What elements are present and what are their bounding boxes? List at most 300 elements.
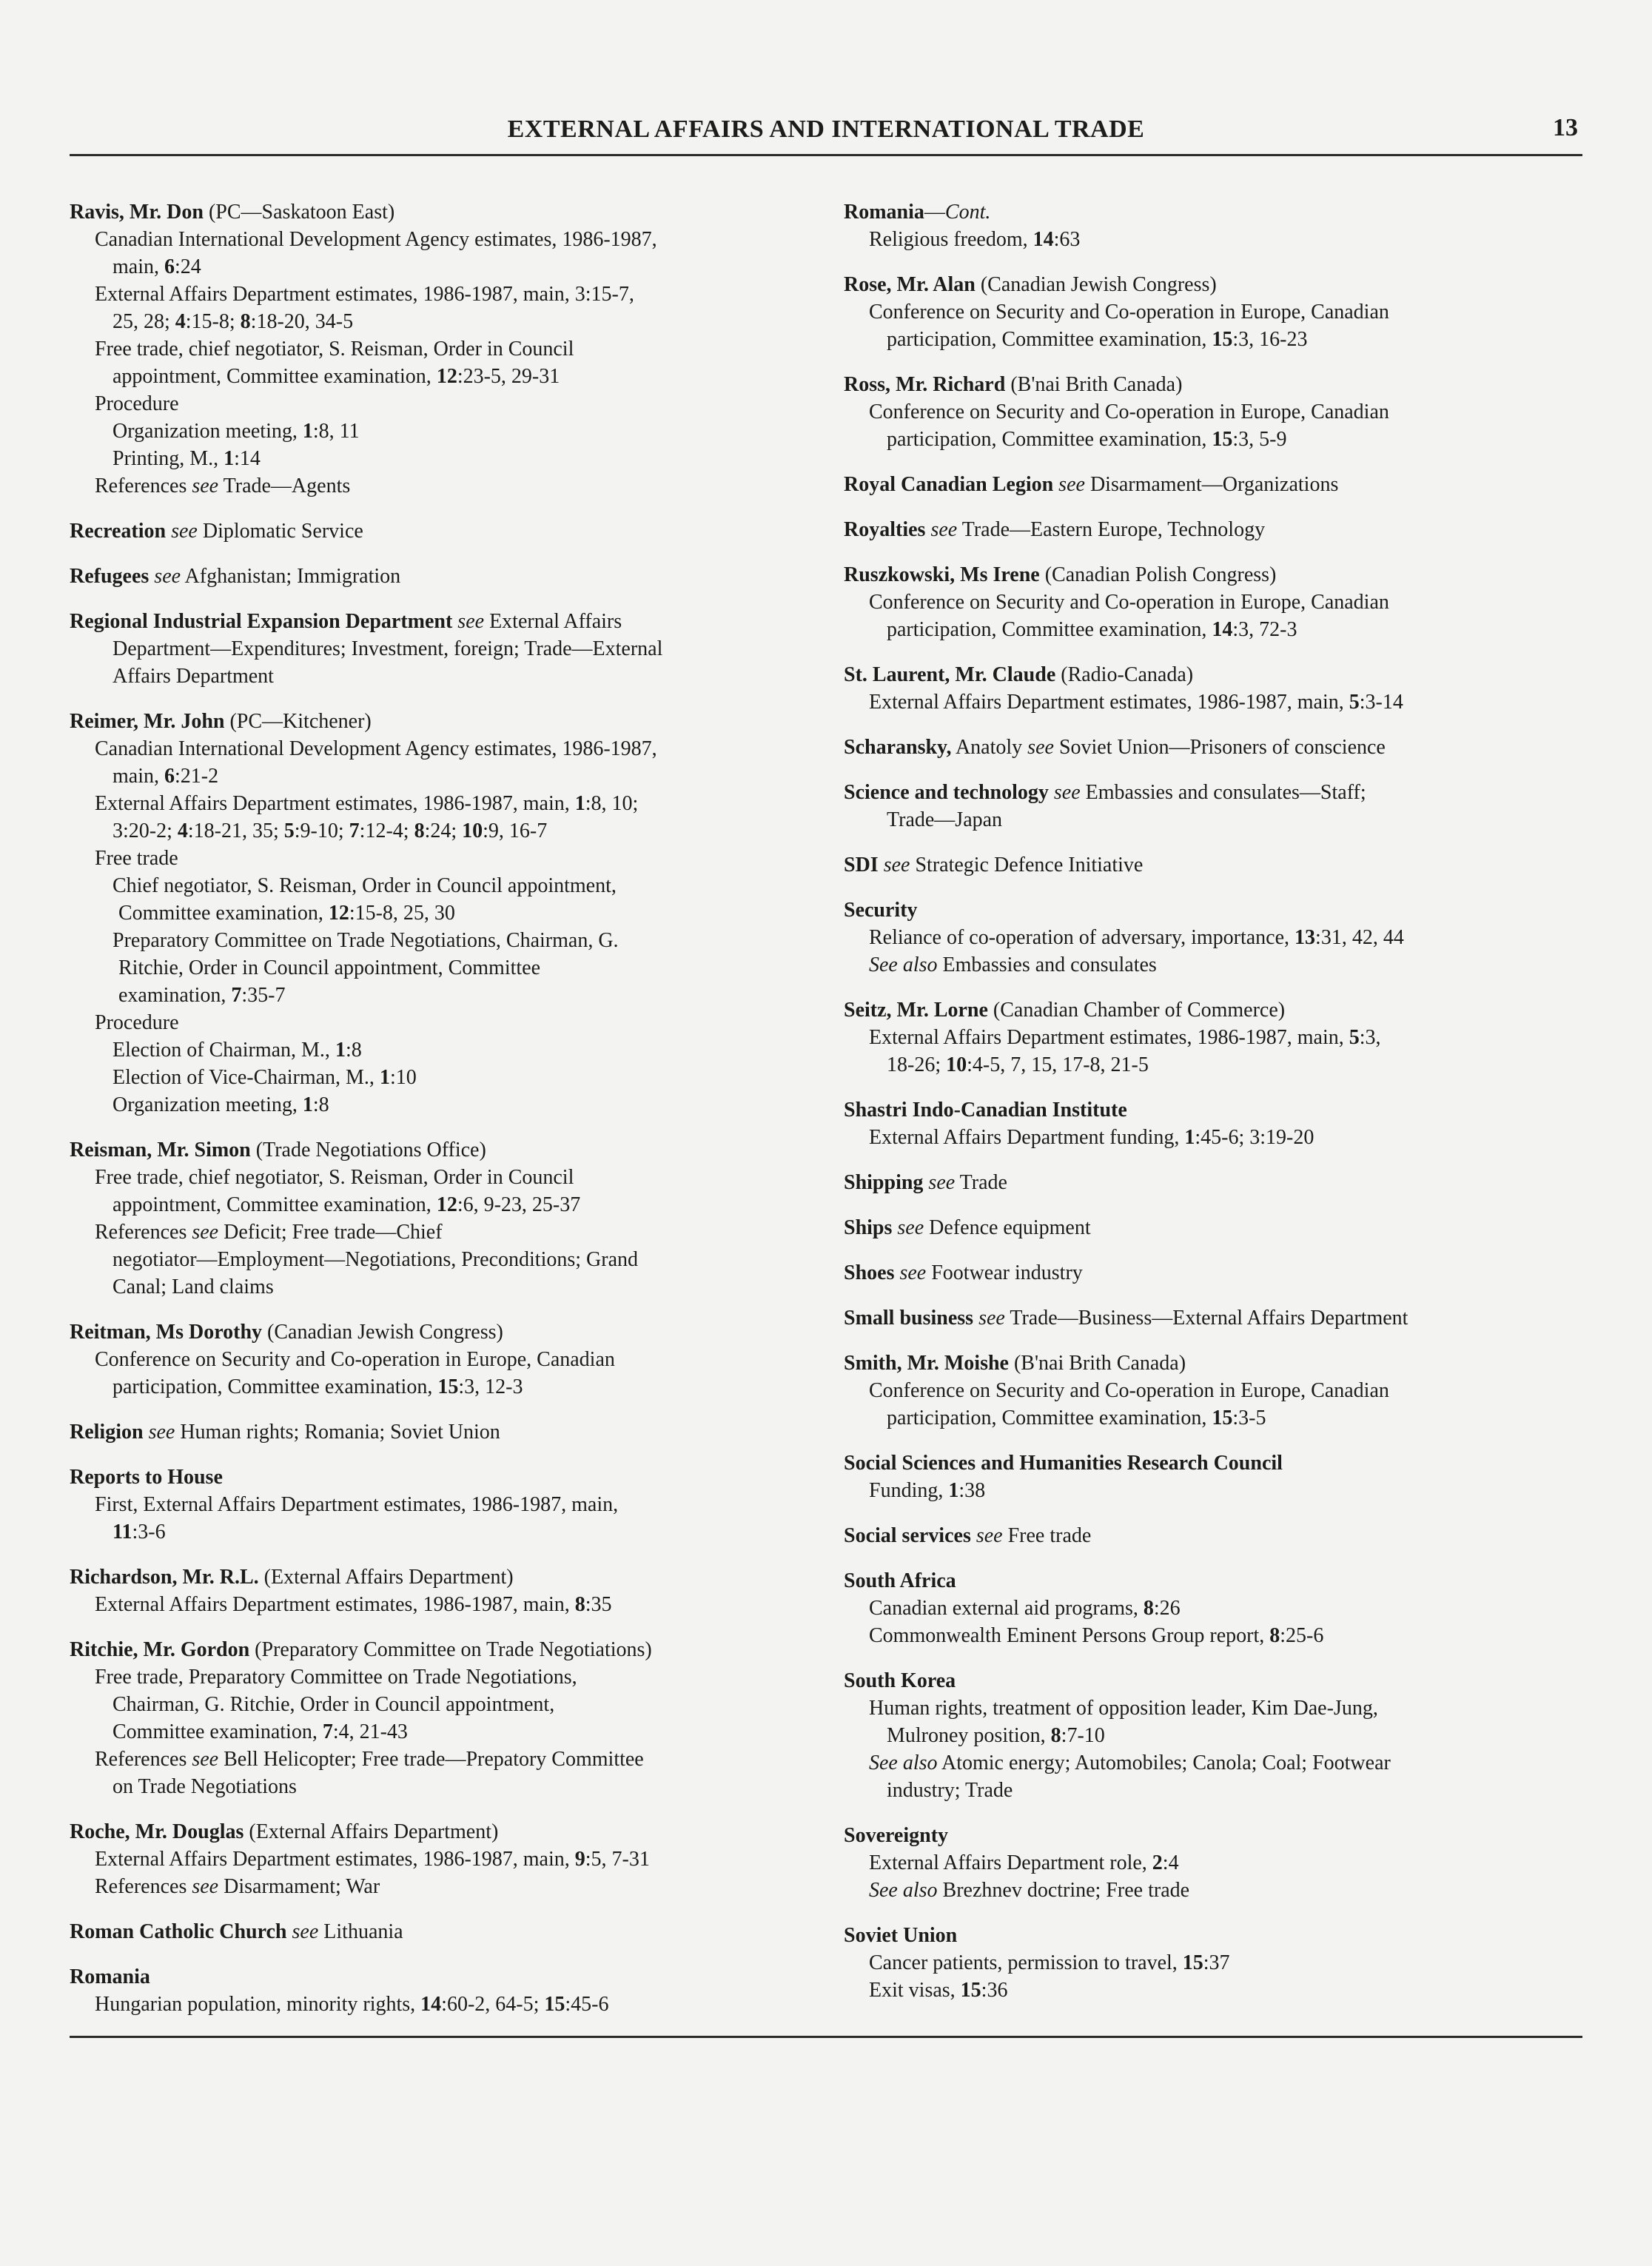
text-run [879, 854, 884, 876]
index-entry [70, 1636, 839, 1800]
bold-term: Reitman, Ms Dorothy [70, 1321, 263, 1344]
text-run [1049, 781, 1054, 804]
italic-crossref: see [1058, 473, 1085, 496]
index-entry [70, 1963, 839, 2018]
text-run: :8, 10; [585, 792, 639, 815]
index-heading-line [844, 1304, 1614, 1332]
text-run: (Canadian Jewish Congress) [262, 1321, 503, 1344]
text-run: (Radio-Canada) [1055, 663, 1194, 686]
text-run: External Affairs Department estimates, 1986-1987, main, [869, 1026, 1349, 1049]
text-run: External Affairs Department estimates, 1986-1987, main, [95, 1593, 575, 1616]
bold-term: Reisman, Mr. Simon [70, 1139, 251, 1162]
text-run: appointment, Committee examination, [113, 365, 437, 388]
text-run: Embassies and consulates—Staff; [1080, 781, 1366, 804]
index-subentry-line [70, 308, 839, 335]
text-run: negotiator—Employment—Negotiations, Preconditions; Grand [113, 1248, 638, 1271]
text-run: External Affairs Department estimates, 1986-1987, main, [869, 691, 1349, 714]
index-heading-line [844, 1350, 1614, 1377]
index-subentry-line [70, 1873, 839, 1900]
page-header [70, 110, 1582, 156]
italic-crossref: see [148, 1421, 175, 1444]
bold-term: 15 [1212, 328, 1233, 351]
index-heading-line [70, 1636, 839, 1663]
text-run: First, External Affairs Department estimates, 1986-1987, main, [95, 1493, 619, 1516]
text-run: Election of Vice-Chairman, M., [113, 1066, 380, 1089]
index-heading-line [70, 198, 839, 226]
index-subentry-line [844, 806, 1614, 834]
index-subentry-line [70, 335, 839, 363]
index-heading-line [844, 198, 1614, 226]
text-run: :8 [312, 1093, 329, 1116]
text-run: Funding, [869, 1479, 949, 1502]
text-run: Afghanistan; Immigration [181, 565, 401, 588]
text-run [144, 1421, 149, 1444]
italic-crossref: see [1027, 736, 1054, 759]
text-run: Procedure [95, 392, 179, 415]
index-heading-line [844, 371, 1614, 398]
bold-term: 1 [224, 447, 235, 470]
text-run: :45-6; 3:19-20 [1195, 1126, 1314, 1149]
bold-term: 15 [1212, 428, 1233, 451]
italic-crossref: Cont. [944, 201, 991, 224]
index-heading-line [70, 708, 839, 735]
index-subentry-line [70, 1246, 839, 1273]
bold-term: 4 [175, 310, 186, 333]
index-heading-line [844, 734, 1614, 761]
text-run: Embassies and consulates [937, 953, 1157, 976]
text-run: :9-10; [294, 819, 349, 842]
bold-term: 15 [1182, 1951, 1203, 1974]
index-entry [844, 1096, 1614, 1151]
index-subentry-line [70, 845, 839, 872]
text-run: :5, 7-31 [585, 1848, 650, 1871]
text-run: :35 [585, 1593, 612, 1616]
text-run: Religious freedom, [869, 228, 1033, 251]
bold-term: SDI [844, 854, 879, 876]
text-run: Brezhnev doctrine; Free trade [937, 1879, 1190, 1902]
index-heading-line [844, 516, 1614, 543]
italic-crossref: see [883, 854, 910, 876]
italic-crossref: see [897, 1216, 924, 1239]
index-subentry-line [844, 1024, 1614, 1051]
bold-term: Sovereignty [844, 1824, 949, 1847]
text-run: Preparatory Committee on Trade Negotiations, Chairman, G. [113, 929, 619, 952]
text-run: :8, 11 [312, 420, 360, 443]
text-run: References [95, 475, 192, 497]
bold-term: Romania [70, 1965, 150, 1988]
bold-term: South Africa [844, 1569, 956, 1592]
italic-crossref: see [292, 1920, 319, 1943]
text-run: :9, 16-7 [483, 819, 548, 842]
italic-crossref: See also [869, 1879, 938, 1902]
index-heading-line [70, 1464, 839, 1491]
bold-term: 9 [574, 1848, 585, 1871]
index-subentry-line [70, 1491, 839, 1518]
index-subentry-line [844, 1695, 1614, 1722]
index-subentry-line [70, 1518, 839, 1546]
text-run: Hungarian population, minority rights, [95, 1993, 421, 2016]
text-run: — [924, 201, 945, 224]
index-subentry-line [844, 924, 1614, 951]
index-entry [70, 1563, 839, 1618]
text-run: :10 [389, 1066, 417, 1089]
index-heading-line [844, 561, 1614, 589]
index-entry [70, 1918, 839, 1945]
text-run: 25, 28; [113, 310, 175, 333]
bold-term: 5 [283, 819, 295, 842]
text-run: main, [113, 255, 164, 278]
text-run: Anatoly [951, 736, 1028, 759]
index-subentry-line [844, 1877, 1614, 1904]
text-run: References [95, 1221, 192, 1244]
bold-term: 1 [335, 1039, 346, 1062]
index-subentry-line [70, 253, 839, 281]
text-run: :7-10 [1061, 1724, 1105, 1747]
text-run: Organization meeting, [113, 1093, 303, 1116]
text-run: (Preparatory Committee on Trade Negotiations) [249, 1638, 652, 1661]
index-subentry-line [70, 472, 839, 500]
bold-term: 8 [1269, 1624, 1280, 1647]
index-heading-line [844, 1259, 1614, 1287]
italic-crossref: see [1053, 781, 1081, 804]
text-run: (PC—Kitchener) [224, 710, 372, 733]
index-subentry-line [70, 1346, 839, 1373]
bold-term: Richardson, Mr. R.L. [70, 1566, 259, 1589]
text-run: (Canadian Chamber of Commerce) [987, 999, 1286, 1022]
text-run: participation, Committee examination, [887, 328, 1212, 351]
bold-term: Shoes [844, 1261, 895, 1284]
index-heading-line [844, 1096, 1614, 1124]
index-subentry-line [70, 1773, 839, 1800]
bold-term: Social Sciences and Humanities Research Council [844, 1452, 1283, 1475]
text-run: Conference on Security and Co-operation in Europe, Canadian [869, 400, 1389, 423]
text-run: Soviet Union—Prisoners of conscience [1053, 736, 1386, 759]
bold-term: Refugees [70, 565, 150, 588]
index-entry [844, 1259, 1614, 1287]
index-entry [844, 516, 1614, 543]
index-entry [844, 1667, 1614, 1804]
index-entry [844, 851, 1614, 879]
text-run: Footwear industry [926, 1261, 1083, 1284]
bold-term: 13 [1295, 926, 1316, 949]
text-run: :4, 21-43 [332, 1720, 408, 1743]
index-heading-line [844, 1214, 1614, 1241]
index-heading-line [70, 517, 839, 545]
text-run: :63 [1053, 228, 1081, 251]
text-run: :3, 72-3 [1232, 618, 1297, 641]
index-subentry-line [70, 390, 839, 418]
index-subentry-line [70, 1091, 839, 1119]
italic-crossref: See also [869, 1752, 938, 1774]
bold-term: 15 [544, 1993, 565, 2016]
index-entry [844, 471, 1614, 498]
bold-term: 1 [302, 1093, 313, 1116]
bold-term: Seitz, Mr. Lorne [844, 999, 988, 1022]
text-run: Election of Chairman, M., [113, 1039, 335, 1062]
index-entry [70, 1318, 839, 1401]
bold-term: St. Laurent, Mr. Claude [844, 663, 1056, 686]
text-run: participation, Committee examination, [113, 1375, 438, 1398]
index-subentry-line [844, 1977, 1614, 2004]
text-run: :12-4; [359, 819, 414, 842]
text-run: :25-6 [1280, 1624, 1324, 1647]
text-run: Exit visas, [869, 1979, 961, 2002]
text-run: :45-6 [565, 1993, 609, 2016]
index-entry [70, 517, 839, 545]
text-run: :3-5 [1232, 1407, 1266, 1429]
text-run: industry; Trade [887, 1779, 1013, 1802]
text-run: :26 [1153, 1597, 1181, 1620]
index-subentry-line [70, 1373, 839, 1401]
bold-term: 14 [1032, 228, 1054, 251]
index-subentry-line [70, 226, 839, 253]
text-run: Affairs Department [113, 665, 274, 688]
bold-term: 8 [1050, 1724, 1061, 1747]
text-run: :18-20, 34-5 [250, 310, 354, 333]
italic-crossref: see [192, 475, 219, 497]
text-run: Defence equipment [924, 1216, 1091, 1239]
bold-term: Small business [844, 1307, 974, 1330]
text-run: Canadian International Development Agency estimates, 1986-1987, [95, 228, 657, 251]
bold-term: Ravis, Mr. Don [70, 201, 204, 224]
text-run: Lithuania [318, 1920, 403, 1943]
italic-crossref: see [976, 1524, 1003, 1547]
index-subentry-line [844, 616, 1614, 643]
index-subentry-line [70, 1691, 839, 1718]
index-heading-line [844, 1567, 1614, 1595]
index-heading-line [70, 608, 839, 635]
bold-term: Ritchie, Mr. Gordon [70, 1638, 250, 1661]
index-subentry-line [70, 927, 839, 954]
text-run: :6, 9-23, 25-37 [457, 1193, 581, 1216]
index-heading-line [70, 1818, 839, 1846]
bold-term: 12 [436, 1193, 457, 1216]
index-heading-line [70, 1918, 839, 1945]
text-run: Committee examination, [118, 902, 329, 925]
text-run: Canadian International Development Agency estimates, 1986-1987, [95, 737, 657, 760]
text-run: 3:20-2; [113, 819, 178, 842]
text-run: :37 [1203, 1951, 1230, 1974]
text-run: :38 [958, 1479, 986, 1502]
text-run: participation, Committee examination, [887, 618, 1212, 641]
index-subentry-line [70, 418, 839, 445]
text-run: Canadian external aid programs, [869, 1597, 1144, 1620]
text-run: participation, Committee examination, [887, 1407, 1212, 1429]
text-run: (B'nai Brith Canada) [1008, 1352, 1186, 1375]
text-run: References [95, 1875, 192, 1898]
text-run: :15-8, 25, 30 [349, 902, 455, 925]
text-run: :3, 16-23 [1232, 328, 1308, 351]
bold-term: Soviet Union [844, 1924, 958, 1947]
index-subentry-line [844, 1949, 1614, 1977]
italic-crossref: see [928, 1171, 956, 1194]
text-run: Organization meeting, [113, 420, 303, 443]
index-entry [844, 271, 1614, 353]
text-run: :4-5, 7, 15, 17-8, 21-5 [967, 1053, 1149, 1076]
text-run [971, 1524, 976, 1547]
bold-term: 14 [420, 1993, 442, 2016]
text-run: (B'nai Brith Canada) [1005, 373, 1183, 396]
index-entry [844, 734, 1614, 761]
text-run: Free trade [1002, 1524, 1092, 1547]
bold-term: 15 [437, 1375, 459, 1398]
index-subentry-line [70, 1064, 839, 1091]
index-subentry-line [844, 951, 1614, 979]
text-run: :14 [234, 447, 261, 470]
index-heading-line [844, 1922, 1614, 1949]
index-subentry-line [70, 1164, 839, 1191]
bold-term: 12 [436, 365, 457, 388]
index-subentry-line [70, 899, 839, 927]
bold-term: Scharansky, [844, 736, 952, 759]
index-heading-line [844, 1667, 1614, 1695]
text-run [287, 1920, 292, 1943]
text-run: Printing, M., [113, 447, 224, 470]
bold-term: Roche, Mr. Douglas [70, 1820, 244, 1843]
index-subentry-line [844, 426, 1614, 453]
index-entry [70, 1136, 839, 1301]
bold-term: 1 [1184, 1126, 1195, 1149]
bold-term: Royalties [844, 518, 926, 541]
text-run: Trade [955, 1171, 1007, 1194]
index-subentry-line [844, 1622, 1614, 1649]
index-entry [844, 561, 1614, 643]
text-run: Mulroney position, [887, 1724, 1051, 1747]
bold-term: Reimer, Mr. John [70, 710, 225, 733]
bold-term: 11 [113, 1521, 132, 1543]
text-run: Free trade [95, 847, 178, 870]
index-entry [70, 1418, 839, 1446]
index-entry [844, 896, 1614, 979]
index-heading-line [844, 471, 1614, 498]
index-entry [70, 1464, 839, 1546]
index-entry [70, 708, 839, 1119]
text-run: External Affairs [484, 610, 622, 633]
text-run: Chairman, G. Ritchie, Order in Council appointment, [113, 1693, 555, 1716]
index-subentry-line [844, 298, 1614, 326]
text-run: :3, 12-3 [458, 1375, 523, 1398]
text-run: Diplomatic Service [197, 520, 363, 543]
text-run: Committee examination, [113, 1720, 323, 1743]
text-run: (External Affairs Department) [258, 1566, 514, 1589]
bold-term: 7 [349, 819, 360, 842]
index-subentry-line [70, 1036, 839, 1064]
italic-crossref: see [978, 1307, 1005, 1330]
text-run: Conference on Security and Co-operation in Europe, Canadian [869, 1379, 1389, 1402]
index-entry [844, 1822, 1614, 1904]
italic-crossref: see [192, 1221, 219, 1244]
index-entry [844, 1922, 1614, 2004]
bold-term: Ross, Mr. Richard [844, 373, 1006, 396]
index-heading-line [844, 1522, 1614, 1549]
index-subentry-line [70, 445, 839, 472]
text-run: participation, Committee examination, [887, 428, 1212, 451]
index-heading-line [844, 1822, 1614, 1849]
index-subentry-line [844, 1777, 1614, 1804]
text-run: Disarmament—Organizations [1084, 473, 1339, 496]
text-run: Free trade, Preparatory Committee on Trade Negotiations, [95, 1666, 577, 1689]
bold-term: 12 [328, 902, 349, 925]
text-run: :4 [1162, 1851, 1179, 1874]
bold-term: 1 [574, 792, 585, 815]
bold-term: Romania [844, 201, 924, 224]
bold-term: Shastri Indo-Canadian Institute [844, 1099, 1127, 1122]
index-subentry-line [70, 982, 839, 1009]
index-subentry-line [70, 635, 839, 663]
index-subentry-line [70, 1009, 839, 1036]
bold-term: Roman Catholic Church [70, 1920, 287, 1943]
text-run: :24 [175, 255, 201, 278]
text-run: Deficit; Free trade—Chief [218, 1221, 443, 1244]
bottom-rule [70, 2036, 1582, 2038]
bold-term: Rose, Mr. Alan [844, 273, 976, 296]
text-run: External Affairs Department role, [869, 1851, 1152, 1874]
text-run: References [95, 1748, 192, 1771]
text-run: :3-6 [132, 1521, 166, 1543]
index-entry [70, 563, 839, 590]
text-run: Conference on Security and Co-operation in Europe, Canadian [95, 1348, 615, 1371]
index-subentry-line [844, 1849, 1614, 1877]
index-subentry-line [70, 1591, 839, 1618]
text-run: 18-26; [887, 1053, 947, 1076]
bold-term: 6 [164, 765, 175, 788]
text-run: Conference on Security and Co-operation in Europe, Canadian [869, 301, 1389, 324]
text-run: Canal; Land claims [113, 1276, 274, 1298]
bold-term: 15 [960, 1979, 981, 2002]
index-subentry-line [70, 1191, 839, 1219]
index-subentry-line [844, 688, 1614, 716]
index-subentry-line [70, 363, 839, 390]
italic-crossref: see [457, 610, 485, 633]
bold-term: Smith, Mr. Moishe [844, 1352, 1009, 1375]
index-subentry-line [70, 663, 839, 690]
index-heading-line [844, 779, 1614, 806]
index-heading-line [70, 1136, 839, 1164]
bold-term: Reports to House [70, 1466, 223, 1489]
index-subentry-line [70, 1846, 839, 1873]
index-entry [844, 1350, 1614, 1432]
index-subentry-line [844, 1477, 1614, 1504]
index-subentry-line [70, 1273, 839, 1301]
index-heading-line [70, 1563, 839, 1591]
bold-term: 1 [302, 420, 313, 443]
bold-term: 15 [1212, 1407, 1233, 1429]
index-heading-line [844, 271, 1614, 298]
index-subentry-line [70, 954, 839, 982]
text-run: :15-8; [185, 310, 241, 333]
italic-crossref: see [899, 1261, 927, 1284]
text-run: :21-2 [175, 765, 219, 788]
text-run: Free trade, chief negotiator, S. Reisman, Order in Council [95, 338, 574, 361]
bold-term: Regional Industrial Expansion Department [70, 610, 453, 633]
index-entry [844, 661, 1614, 716]
index-column-right [844, 198, 1614, 2022]
text-run: External Affairs Department estimates, 1986-1987, main, [95, 1848, 575, 1871]
text-run: :3-14 [1359, 691, 1403, 714]
text-run: :23-5, 29-31 [457, 365, 560, 388]
text-run: :31, 42, 44 [1315, 926, 1404, 949]
text-run: Trade—Eastern Europe, Technology [957, 518, 1266, 541]
index-subentry-line [844, 1051, 1614, 1079]
italic-crossref: See also [869, 953, 938, 976]
index-subentry-line [70, 735, 839, 762]
index-heading-line [70, 1418, 839, 1446]
bold-term: 5 [1349, 1026, 1360, 1049]
text-run: appointment, Committee examination, [113, 1193, 437, 1216]
bold-term: South Korea [844, 1669, 956, 1692]
text-run: :24; [424, 819, 463, 842]
index-entry [70, 198, 839, 500]
